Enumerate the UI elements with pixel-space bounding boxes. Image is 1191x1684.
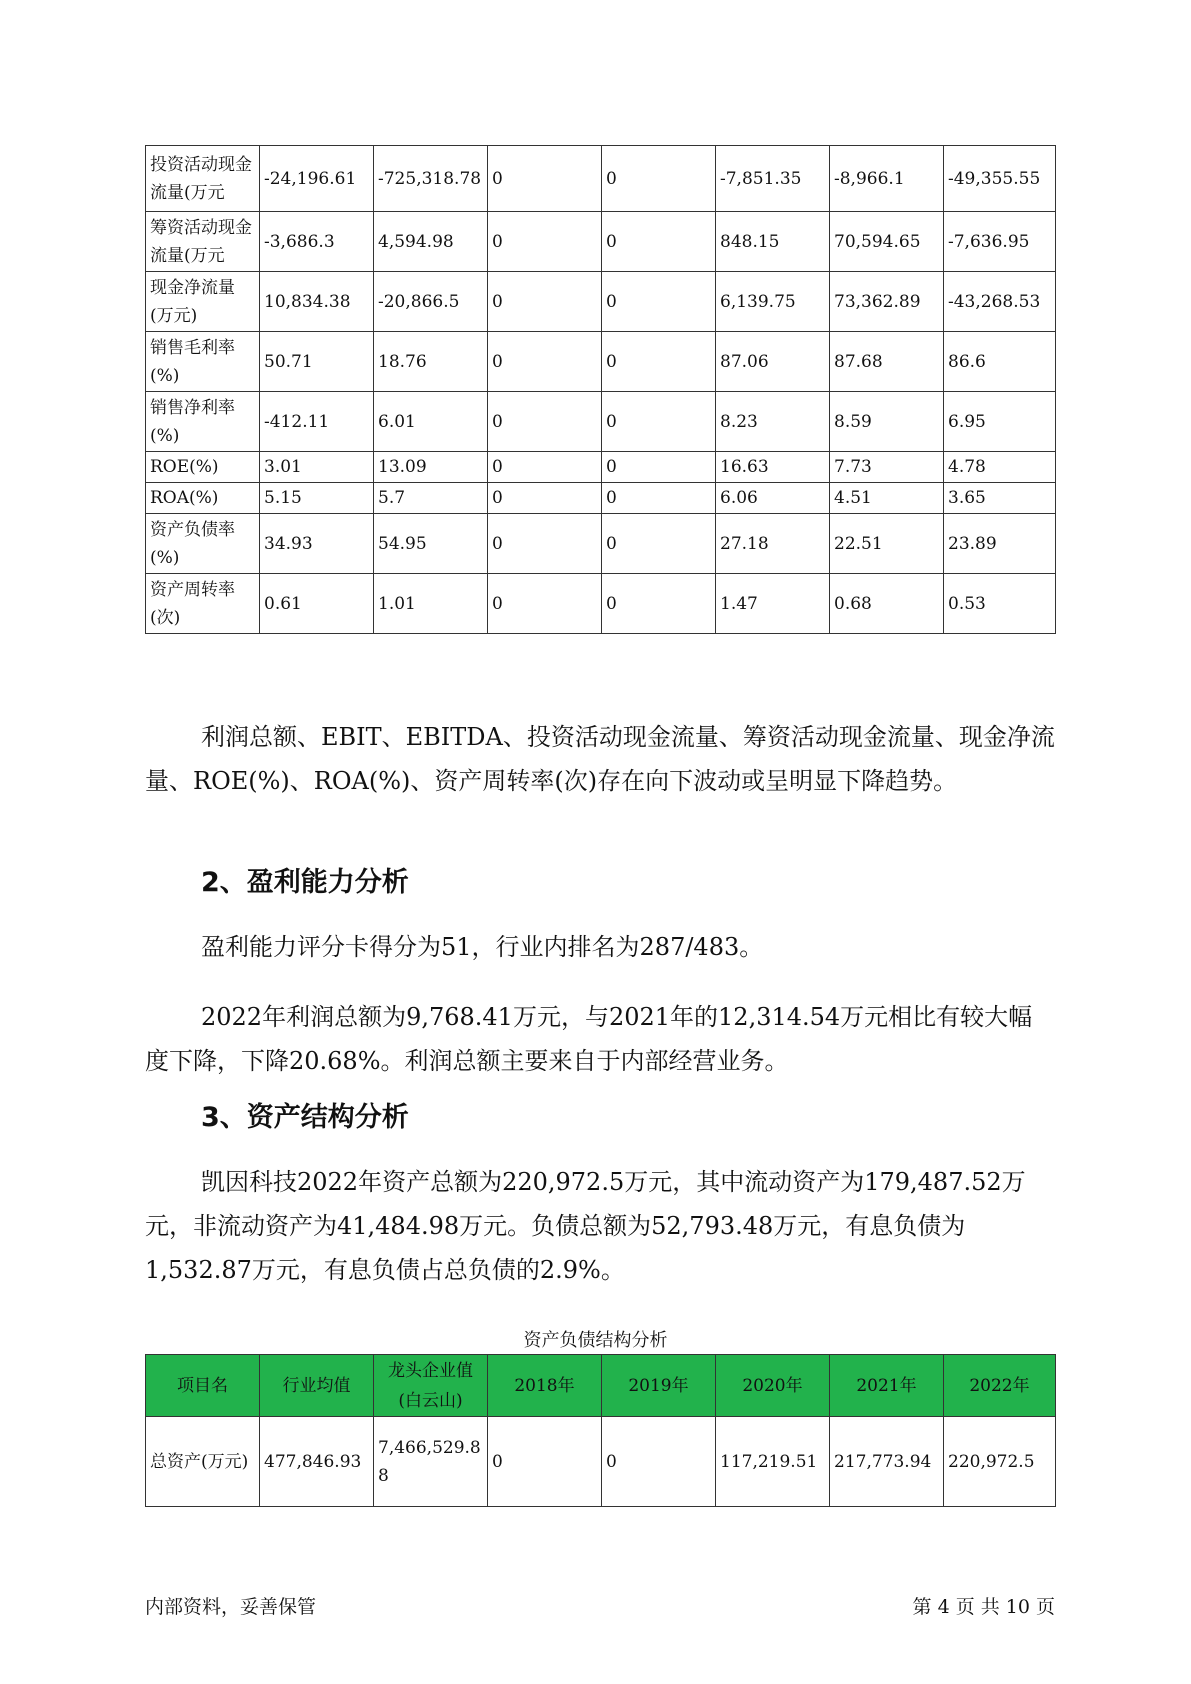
table-cell: 5.15 (260, 483, 374, 514)
column-header: 2021年 (830, 1355, 944, 1417)
row-label: 筹资活动现金流量(万元 (146, 212, 260, 272)
row-label: 资产负债率(%) (146, 514, 260, 574)
table-row (146, 272, 1056, 332)
table-cell: 0 (602, 212, 716, 272)
table-cell: 0 (602, 272, 716, 332)
table-cell: 5.7 (374, 483, 488, 514)
table-cell: 3.65 (944, 483, 1056, 514)
column-header: 龙头企业值(白云山) (374, 1355, 488, 1417)
table-cell: 0.61 (260, 574, 374, 634)
table-cell: 0 (488, 392, 602, 452)
trend-paragraph: 利润总额、EBIT、EBITDA、投资活动现金流量、筹资活动现金流量、现金净流量、ROE(%)、ROA(%)、资产周转率(次)存在向下波动或呈明显下降趋势。 (145, 723, 1055, 795)
table-cell: 87.68 (830, 332, 944, 392)
table-cell: 22.51 (830, 514, 944, 574)
table-cell: 6,139.75 (716, 272, 830, 332)
table-cell: 117,219.51 (716, 1417, 830, 1507)
row-label: ROA(%) (146, 483, 260, 514)
column-header: 2018年 (488, 1355, 602, 1417)
table-row (146, 332, 1056, 392)
table-cell: 1.47 (716, 574, 830, 634)
table-row (146, 574, 1056, 634)
table-cell: 220,972.5 (944, 1417, 1056, 1507)
table-row (146, 1417, 1056, 1507)
table-cell: 10,834.38 (260, 272, 374, 332)
table-cell: 7,466,529.88 (374, 1417, 488, 1507)
table-row (146, 392, 1056, 452)
table-cell: -7,851.35 (716, 146, 830, 212)
section-heading-profitability: 2、盈利能力分析 (201, 867, 409, 898)
table-row (146, 212, 1056, 272)
row-label: ROE(%) (146, 452, 260, 483)
table-cell: 217,773.94 (830, 1417, 944, 1507)
table-cell: 6.95 (944, 392, 1056, 452)
column-header: 2019年 (602, 1355, 716, 1417)
table-cell: 0 (488, 1417, 602, 1507)
table-cell: 0 (602, 574, 716, 634)
asset-structure-paragraph: 凯因科技2022年资产总额为220,972.5万元，其中流动资产为179,487.52万元，非流动资产为41,484.98万元。负债总额为52,793.48万元，有息负债为1,532.87万元，有息负债占总负债的2.9%。 (145, 1168, 1026, 1284)
table-cell: -8,966.1 (830, 146, 944, 212)
table-row (146, 483, 1056, 514)
table-cell: 13.09 (374, 452, 488, 483)
table-cell: 0.53 (944, 574, 1056, 634)
table-cell: 4,594.98 (374, 212, 488, 272)
table-cell: 23.89 (944, 514, 1056, 574)
table-cell: 1.01 (374, 574, 488, 634)
column-header: 2020年 (716, 1355, 830, 1417)
table-cell: 86.6 (944, 332, 1056, 392)
table-cell: 18.76 (374, 332, 488, 392)
footer-page-number: 第 4 页 共 10 页 (912, 1596, 1055, 1618)
table-cell: 0 (602, 392, 716, 452)
table-cell: 0 (488, 483, 602, 514)
row-label: 总资产(万元) (146, 1417, 260, 1507)
table-cell: 0 (602, 452, 716, 483)
row-label: 销售毛利率(%) (146, 332, 260, 392)
table-cell: 0 (602, 483, 716, 514)
table-cell: 8.59 (830, 392, 944, 452)
column-header: 行业均值 (260, 1355, 374, 1417)
table-caption: 资产负债结构分析 (523, 1330, 668, 1351)
table-cell: 16.63 (716, 452, 830, 483)
table-cell: -725,318.78 (374, 146, 488, 212)
table-cell: 34.93 (260, 514, 374, 574)
table-cell: 0 (488, 514, 602, 574)
financial-indicators-table (145, 145, 1056, 634)
table-cell: 50.71 (260, 332, 374, 392)
section-heading-asset-structure: 3、资产结构分析 (201, 1102, 409, 1133)
row-label: 销售净利率(%) (146, 392, 260, 452)
table-cell: 848.15 (716, 212, 830, 272)
table-cell: 87.06 (716, 332, 830, 392)
profit-paragraph: 2022年利润总额为9,768.41万元，与2021年的12,314.54万元相比有较大幅度下降，下降20.68%。利润总额主要来自于内部经营业务。 (145, 1003, 1033, 1075)
table-cell: 27.18 (716, 514, 830, 574)
table-cell: 3.01 (260, 452, 374, 483)
table-cell: 6.01 (374, 392, 488, 452)
table-row (146, 514, 1056, 574)
table-cell: -3,686.3 (260, 212, 374, 272)
table-cell: 4.51 (830, 483, 944, 514)
column-header: 2022年 (944, 1355, 1056, 1417)
row-label: 投资活动现金流量(万元 (146, 146, 260, 212)
row-label: 资产周转率(次) (146, 574, 260, 634)
table-cell: 70,594.65 (830, 212, 944, 272)
profitability-score-paragraph: 盈利能力评分卡得分为51，行业内排名为287/483。 (201, 933, 764, 961)
table-cell: 0 (602, 514, 716, 574)
table-cell: -7,636.95 (944, 212, 1056, 272)
table-cell: 7.73 (830, 452, 944, 483)
table-cell: 0 (488, 146, 602, 212)
table-header-row (146, 1355, 1056, 1417)
table-cell: -49,355.55 (944, 146, 1056, 212)
table-cell: -412.11 (260, 392, 374, 452)
table-cell: -24,196.61 (260, 146, 374, 212)
row-label: 现金净流量(万元) (146, 272, 260, 332)
table-cell: 73,362.89 (830, 272, 944, 332)
table-cell: 4.78 (944, 452, 1056, 483)
table-cell: 0 (602, 332, 716, 392)
table-cell: 0 (488, 574, 602, 634)
table-cell: 0 (488, 332, 602, 392)
table-row (146, 452, 1056, 483)
table-row (146, 146, 1056, 212)
table-cell: 477,846.93 (260, 1417, 374, 1507)
column-header: 项目名 (146, 1355, 260, 1417)
table-cell: 0 (488, 452, 602, 483)
table-cell: 0 (488, 272, 602, 332)
table-cell: 0 (602, 1417, 716, 1507)
table-cell: 0.68 (830, 574, 944, 634)
table-cell: 54.95 (374, 514, 488, 574)
table-cell: 0 (602, 146, 716, 212)
footer-confidential-note: 内部资料，妥善保管 (145, 1596, 317, 1618)
table-cell: 8.23 (716, 392, 830, 452)
table-cell: -20,866.5 (374, 272, 488, 332)
table-cell: 6.06 (716, 483, 830, 514)
table-cell: -43,268.53 (944, 272, 1056, 332)
balance-structure-table (145, 1354, 1056, 1507)
table-cell: 0 (488, 212, 602, 272)
